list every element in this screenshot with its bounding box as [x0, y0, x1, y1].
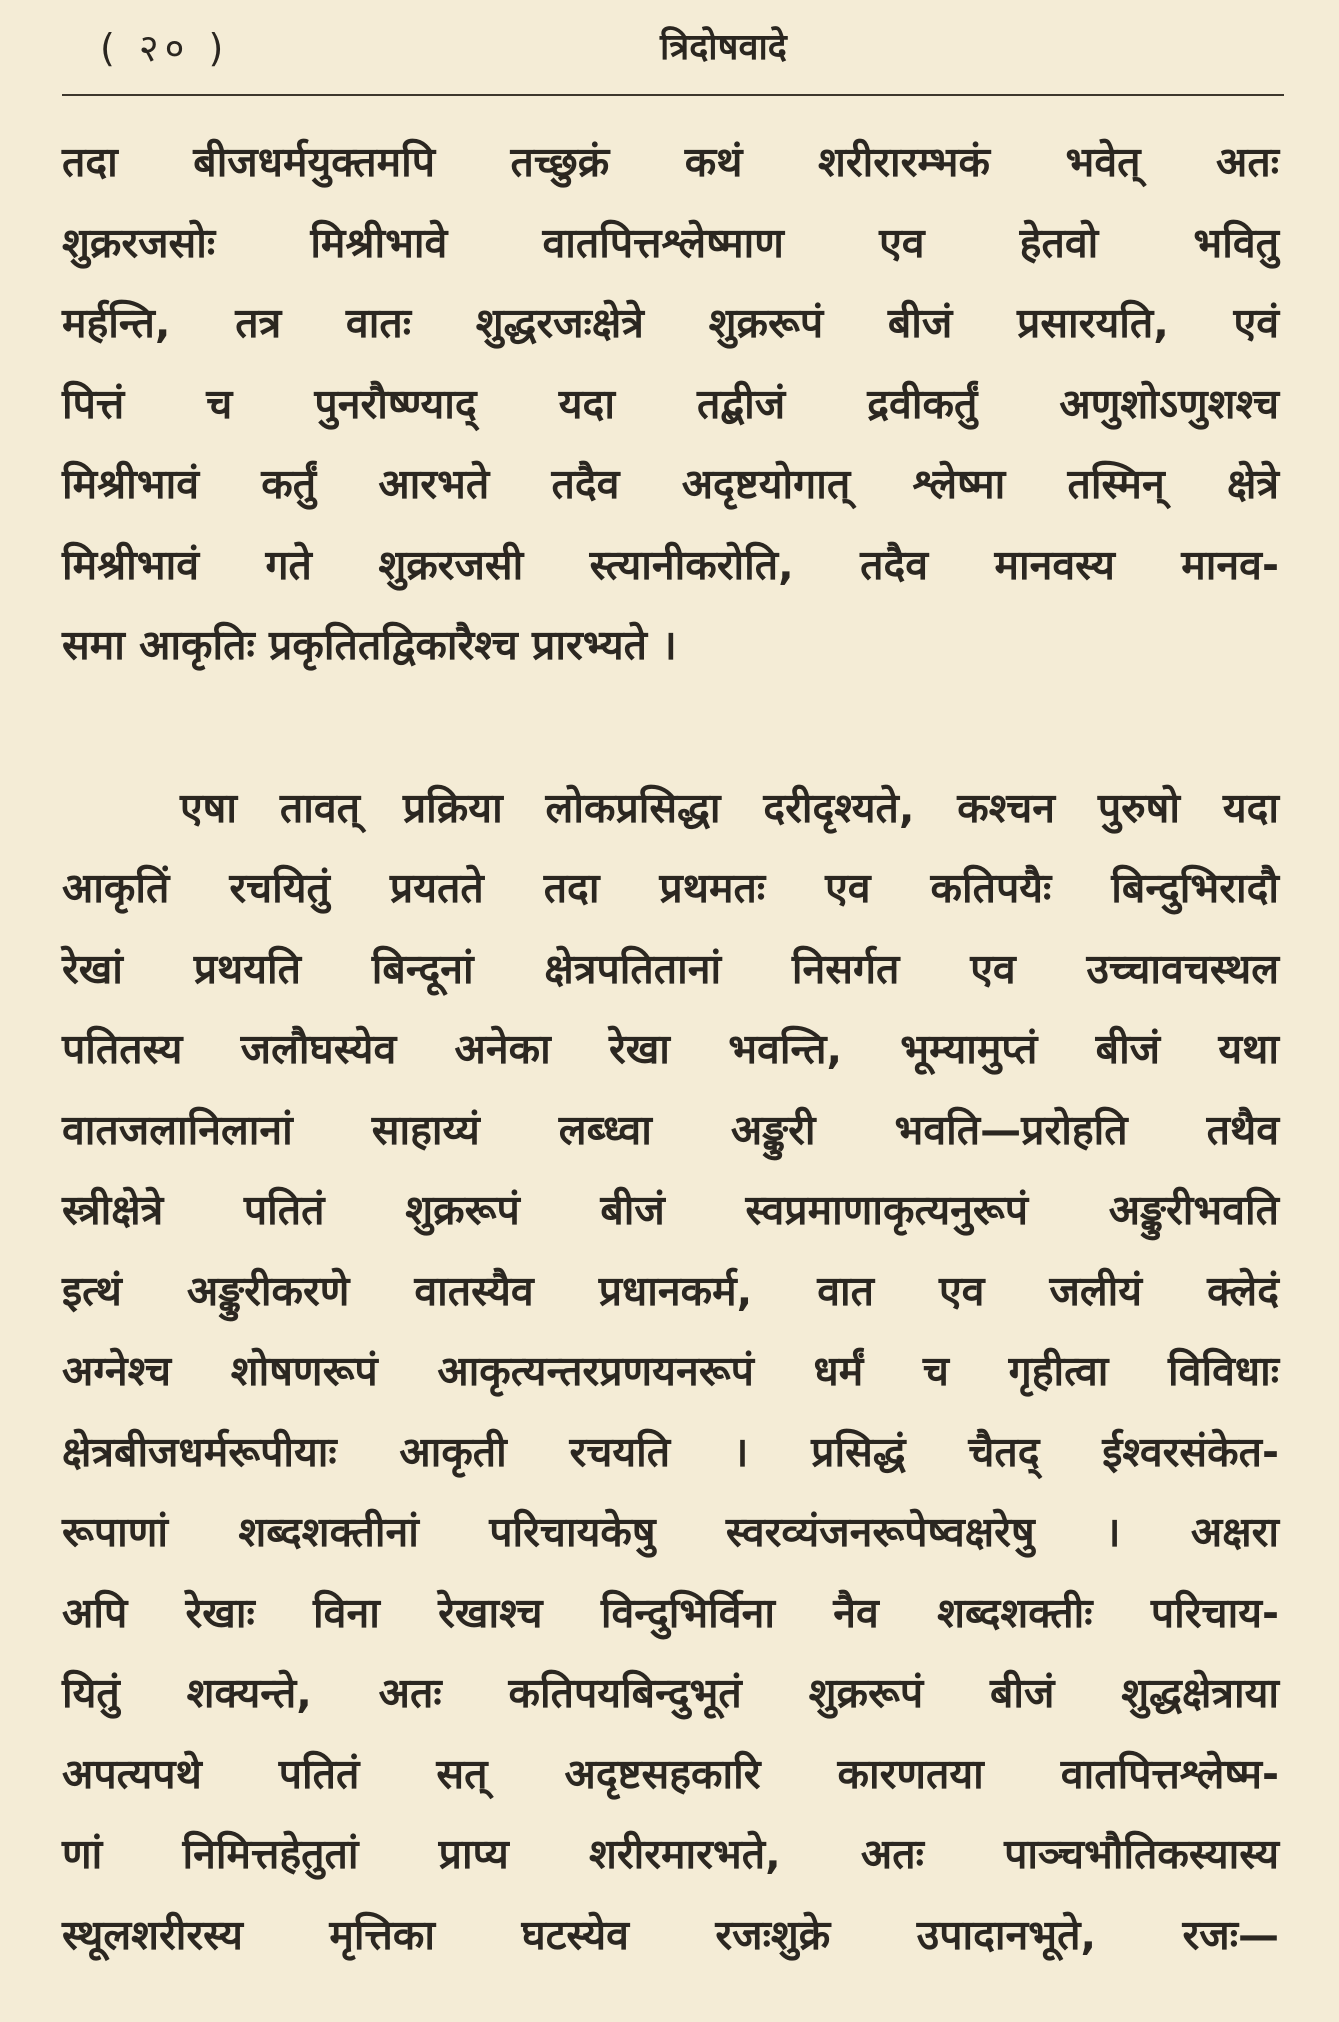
text-line: रेखां प्रथयति बिन्दूनां क्षेत्रपतितानां निसर्गत एव उच्चावचस्थल	[62, 944, 1279, 993]
text-line: मिश्रीभावं गते शुक्ररजसी स्त्यानीकरोति, तदैव मानवस्य मानव-	[62, 540, 1279, 589]
text-line: इत्थं अङ्कुरीकरणे वातस्यैव प्रधानकर्म, वात एव जलीयं क्लेदं	[62, 1266, 1279, 1315]
page-number: ( २० )	[100, 26, 230, 70]
text-line: अपत्यपथे पतितं सत् अदृष्टसहकारि कारणतया वातपित्तश्लेष्म-	[62, 1749, 1279, 1798]
text-line: क्षेत्रबीजधर्मरूपीयाः आकृती रचयति । प्रसिद्धं चैतद् ईश्वरसंकेत-	[62, 1427, 1279, 1476]
header-rule	[62, 94, 1284, 96]
text-line: स्त्रीक्षेत्रे पतितं शुक्ररूपं बीजं स्वप्रमाणाकृत्यनुरूपं अङ्कुरीभवति	[62, 1186, 1279, 1234]
text-line: पित्तं च पुनरौष्ण्याद् यदा तद्बीजं द्रवीकर्तुं अणुशोऽणुशश्च	[62, 379, 1279, 428]
text-line: रूपाणां शब्दशक्तीनां परिचायकेषु स्वरव्यंजनरूपेष्वक्षरेषु । अक्षरा	[62, 1508, 1279, 1556]
text-line: स्थूलशरीरस्य मृत्तिका घटस्येव रजःशुक्रे उपादानभूते, रजः—	[62, 1910, 1279, 1959]
text-line: अपि रेखाः विना रेखाश्च विन्दुभिर्विना नैव शब्दशक्तीः परिचाय-	[62, 1588, 1279, 1637]
text-line: वातजलानिलानां साहाय्यं लब्ध्वा अङ्कुरी भवति—प्ररोहति तथैव	[62, 1105, 1279, 1154]
text-line: समा आकृतिः प्रकृतितद्विकारैश्च प्रारभ्यते ।	[62, 621, 677, 669]
text-line: अग्नेश्च शोषणरूपं आकृत्यन्तरप्रणयनरूपं धर्मं च गृहीत्वा विविधाः	[62, 1347, 1279, 1395]
text-line: मर्हन्ति, तत्र वातः शुद्धरजःक्षेत्रे शुक्ररूपं बीजं प्रसारयति, एवं	[62, 299, 1279, 347]
text-line: मिश्रीभावं कर्तुं आरभते तदैव अदृष्टयोगात् श्लेष्मा तस्मिन् क्षेत्रे	[62, 460, 1279, 508]
text-line: पतितस्य जलौघस्येव अनेका रेखा भवन्ति, भूम्यामुप्तं बीजं यथा	[62, 1025, 1279, 1073]
text-line: शुक्ररजसोः मिश्रीभावे वातपित्तश्लेष्माण एव हेतवो भवितु	[62, 218, 1279, 267]
text-line: तदा बीजधर्मयुक्तमपि तच्छुक्रं कथं शरीरारम्भकं भवेत् अतः	[62, 138, 1279, 186]
running-head	[62, 22, 1279, 74]
page-title: त्रिदोषवादे	[660, 27, 787, 68]
text-line: यितुं शक्यन्ते, अतः कतिपयबिन्दुभूतं शुक्ररूपं बीजं शुद्धक्षेत्राया	[62, 1669, 1279, 1717]
text-line: णां निमित्तहेतुतां प्राप्य शरीरमारभते, अतः पाञ्चभौतिकस्यास्य	[62, 1830, 1279, 1878]
paragraph-2	[62, 768, 1279, 1976]
text-line: एषा तावत् प्रक्रिया लोकप्रसिद्धा दरीदृश्यते, कश्चन पुरुषो यदा	[180, 783, 1279, 832]
paragraph-1	[62, 122, 1279, 686]
text-line: आकृतिं रचयितुं प्रयतते तदा प्रथमतः एव कतिपयैः बिन्दुभिरादौ	[62, 864, 1279, 912]
